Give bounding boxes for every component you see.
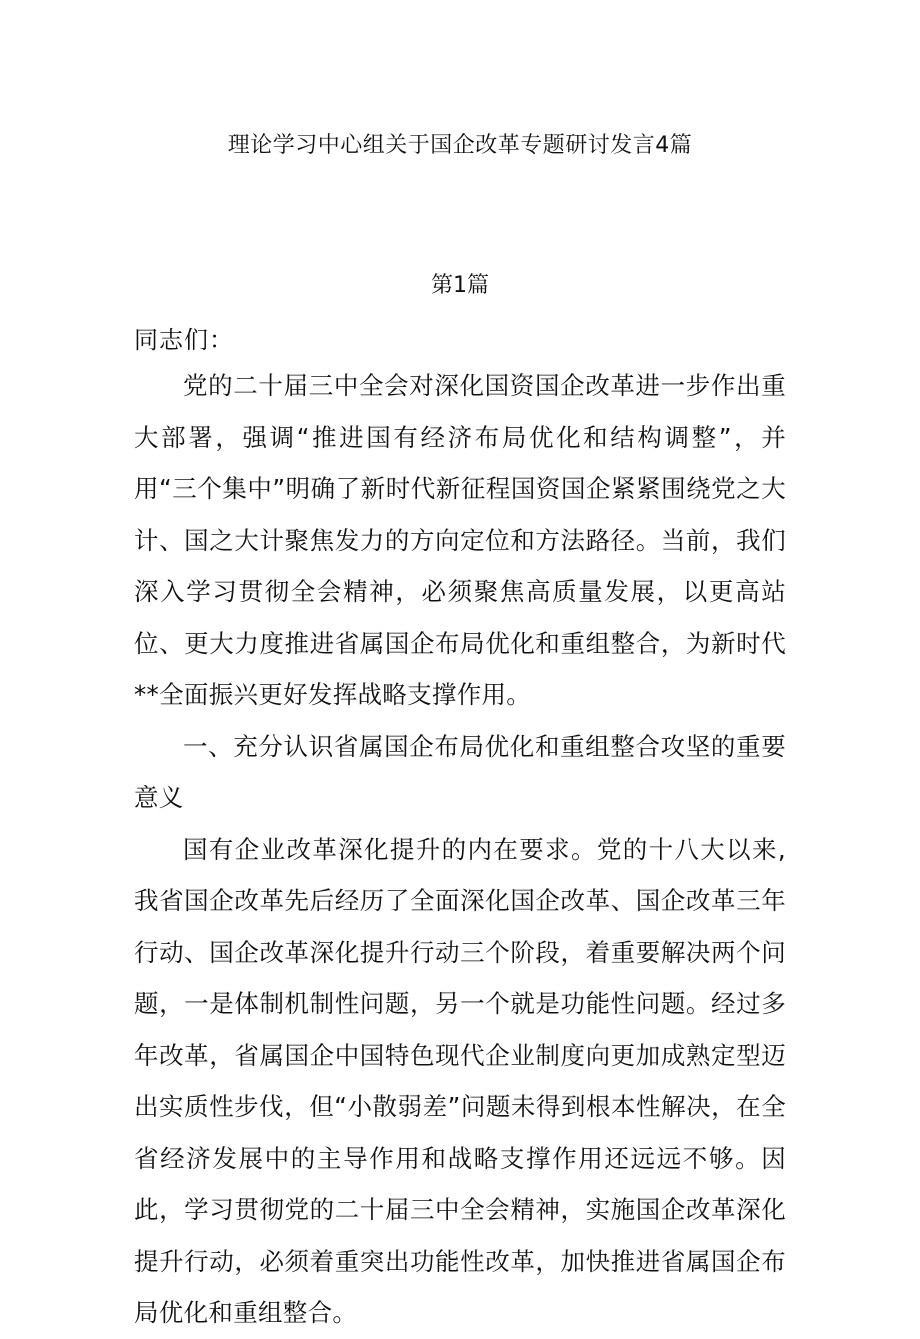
- salutation: 同志们：: [134, 326, 234, 354]
- section-heading-1: 一、充分认识省属国企布局优化和重组整合攻坚的重要意义: [134, 731, 786, 812]
- paragraph-section-1: 国有企业改革深化提升的内在要求。党的十八大以来,我省国企改革先后经历了全面深化国企改革、国企改革三年行动、国企改革深化提升行动三个阶段，着重要解决两个问题，一是体制机制性问题，另一个就是功能性问题。经过多年改革，省属国企中国特色现代企业制度向更加成熟定型迈出实质性步伐，但“小散弱差”问题未得到根本性解决，在全省经济发展中的主导作用和战略支撑作用还远远不够。因此，学习贯彻党的二十届三中全会精神，实施国企改革深化提升行动，必须着重突出功能性改革，加快推进省属国企布局优化和重组整合。: [134, 834, 786, 1327]
- document-body: [134, 360, 786, 1339]
- paragraph-intro: 党的二十届三中全会对深化国资国企改革进一步作出重大部署，强调“推进国有经济布局优化和结构调整”，并用“三个集中”明确了新时代新征程国资国企紧紧围绕党之大计、国之大计聚焦发力的方向定位和方法路径。当前，我们深入学习贯彻全会精神，必须聚焦高质量发展，以更高站位、更大力度推进省属国企布局优化和重组整合，为新时代**全面振兴更好发挥战略支撑作用。: [134, 371, 786, 709]
- document-title: 理论学习中心组关于国企改革专题研讨发言4篇: [227, 133, 693, 158]
- chapter-title: 第1篇: [431, 273, 489, 298]
